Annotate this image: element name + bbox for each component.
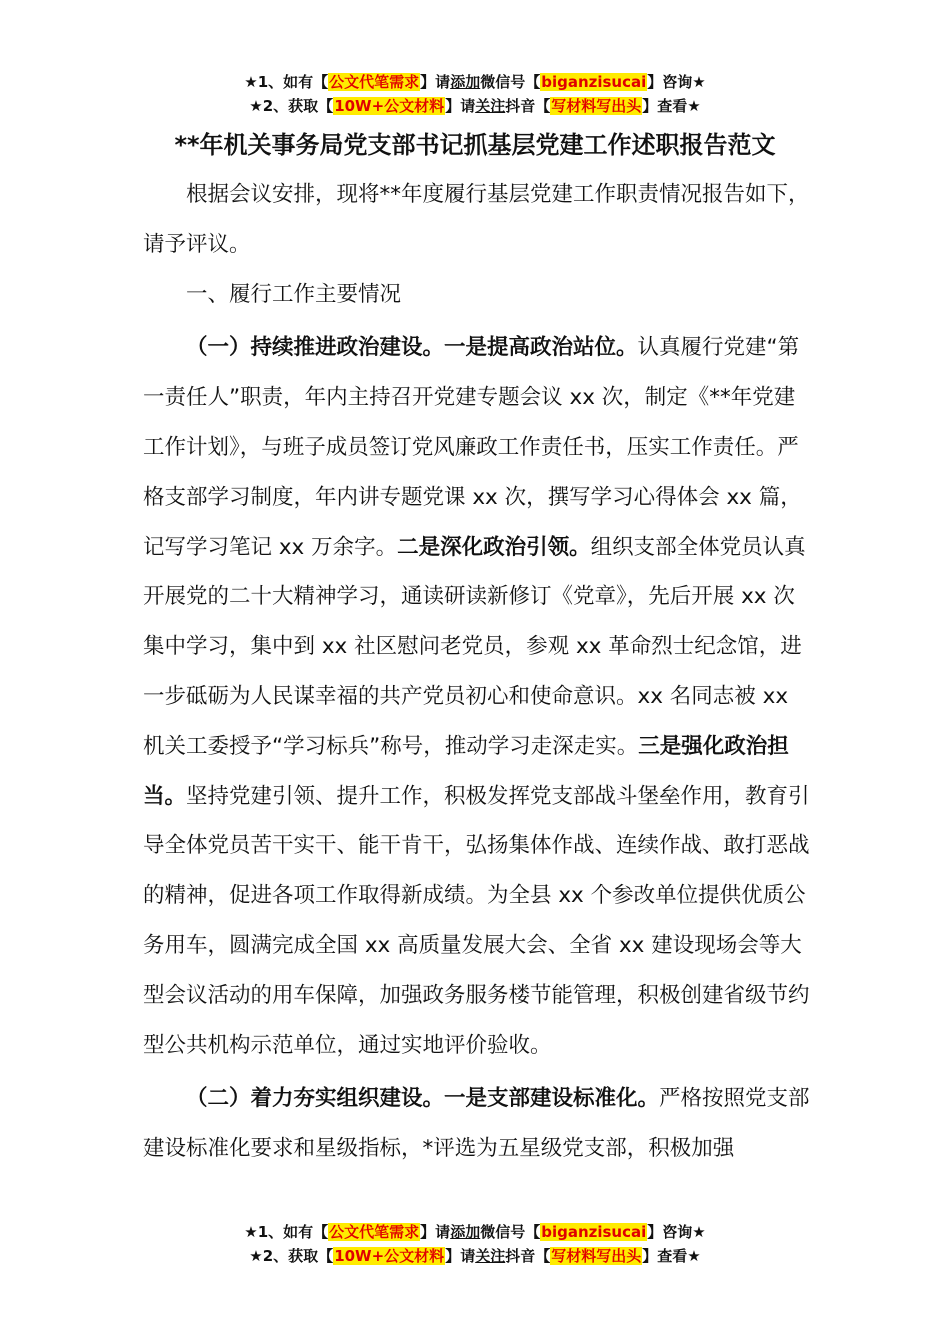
point-heading: 三是强化政治担当。: [143, 733, 789, 809]
notice-line-2: ★2、获取【10W+公文材料】请关注抖音【写材料写出头】查看★: [249, 1247, 701, 1265]
point-heading: 二是深化政治引领。: [397, 534, 591, 560]
highlight-service: 公文代笔需求: [329, 1223, 420, 1241]
highlight-wechat-id: biganzisucai: [541, 73, 647, 91]
star-icon: ★: [244, 1223, 258, 1241]
subheading: （二）着力夯实组织建设。: [186, 1086, 445, 1112]
document-title: **年机关事务局党支部书记抓基层党建工作述职报告范文: [174, 131, 776, 159]
point-heading: 一是支部建设标准化。: [444, 1086, 660, 1112]
paragraph-organization: （二）着力夯实组织建设。一是支部建设标准化。严格按照党支部建设标准化要求和星级指标，*评选为五星级党支部，积极加强: [143, 1086, 810, 1162]
highlight-douyin: 写材料写出头: [551, 97, 642, 115]
highlight-materials: 10W+公文材料: [334, 1247, 445, 1265]
highlight-service: 公文代笔需求: [329, 73, 420, 91]
highlight-wechat-id: biganzisucai: [541, 1223, 647, 1241]
intro-paragraph: 根据会议安排，现将**年度履行基层党建工作职责情况报告如下，请予评议。: [143, 182, 810, 257]
star-icon: ★: [244, 73, 258, 91]
highlight-douyin: 写材料写出头: [551, 1247, 642, 1265]
point-heading: 一是提高政治站位。: [444, 335, 638, 361]
star-icon: ★: [249, 97, 263, 115]
notice-line-1: ★1、如有【公文代笔需求】请添加微信号【biganzisucai】咨询★: [244, 1223, 706, 1241]
header-notice: [0, 70, 950, 118]
notice-line-2: ★2、获取【10W+公文材料】请关注抖音【写材料写出头】查看★: [249, 97, 701, 115]
subheading: （一）持续推进政治建设。: [186, 335, 445, 361]
footer-notice: [0, 1220, 950, 1268]
notice-line-1: ★1、如有【公文代笔需求】请添加微信号【biganzisucai】咨询★: [244, 73, 706, 91]
paragraph-political: （一）持续推进政治建设。一是提高政治站位。认真履行党建“第一责任人”职责，年内主持召开党建专题会议 xx 次，制定《**年党建工作计划》，与班子成员签订党风廉政工作责任书，压实工作责任。严格支部学习制度，年内讲专题党课 xx 次，撰写学习心得体会 xx 篇，记写学习笔记 xx 万余字。二是深化政治引领。组织支部全体党员认真开展党的二十大精神学习，通读研读新修订《党章》，先后开展 xx 次集中学习，集中到 xx 社区慰问老党员，参观 xx 革命烈士纪念馆，进一步砥砺为人民谋幸福的共产党员初心和使命意识。xx 名同志被 xx 机关工委授予“学习标兵”称号，推动学习走深走实。三是强化政治担当。坚持党建引领、提升工作，积极发挥党支部战斗堡垒作用，教育引导全体党员苦干实干、能干肯干，弘扬集体作战、连续作战、敢打恶战的精神，促进各项工作取得新成绩。为全县 xx 个参改单位提供优质公务用车，圆满完成全国 xx 高质量发展大会、全省 xx 建设现场会等大型会议活动的用车保障，加强政务服务楼节能管理，积极创建省级节约型公共机构示范单位，通过实地评价验收。: [143, 335, 810, 1058]
document-body: [143, 170, 813, 1174]
star-icon: ★: [249, 1247, 263, 1265]
section-heading: 一、履行工作主要情况: [186, 281, 402, 307]
highlight-materials: 10W+公文材料: [334, 97, 445, 115]
